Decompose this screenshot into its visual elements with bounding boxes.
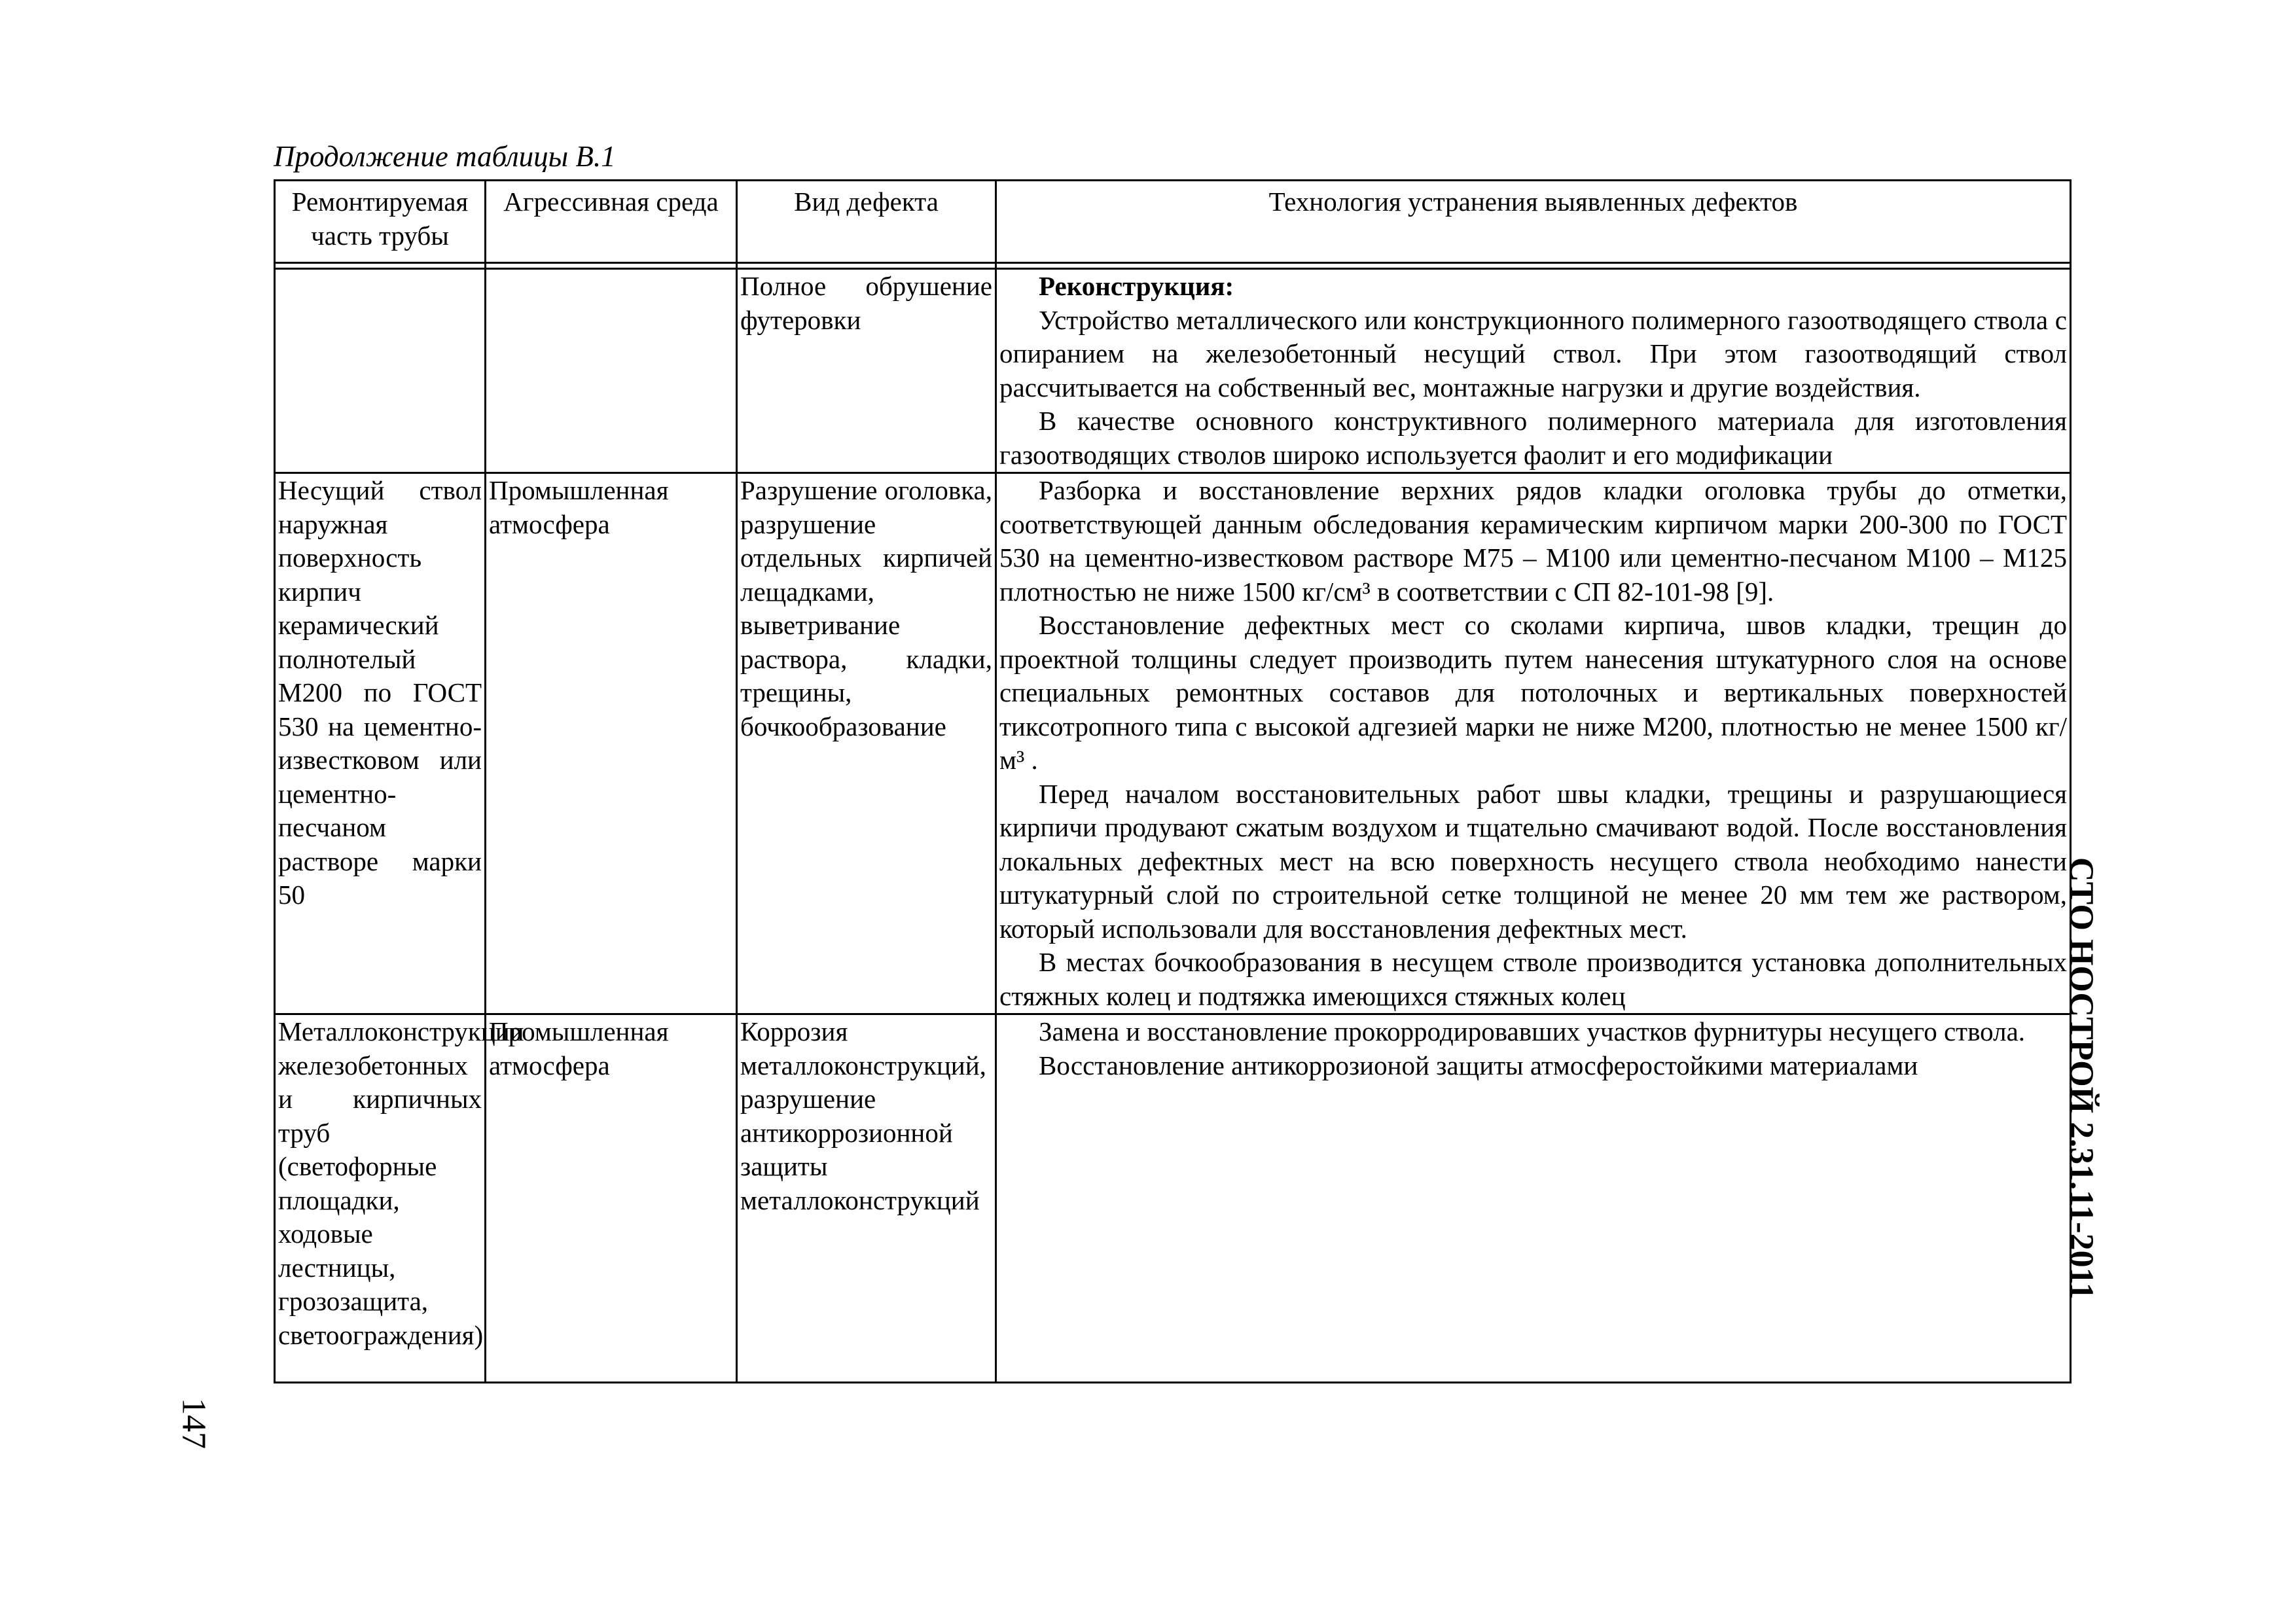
table-row: [275, 269, 2071, 473]
technology-paragraph: Устройство металлического или конструкционного полимерного газоотводящего ствола с опиранием на железобетонный несущий ствол. При этом газоотводящий ствол рассчитывается на собственный вес, монтажные нагрузки и другие воздействия.: [999, 304, 2067, 402]
cell-defect: Коррозия металлоконструкций, разрушение антикоррозионной защиты металлоконструкций: [737, 1014, 996, 1383]
cell-technology: [996, 473, 2071, 1014]
cell-environment: Промышленная атмосфера: [486, 473, 737, 1014]
cell-environment: Промышленная атмосфера: [486, 1014, 737, 1383]
technology-paragraph: В качестве основного конструктивного полимерного материала для изготовления газоотводящих стволов широко используется фаолит и его модификации: [999, 406, 2067, 470]
document-standard-title: СТО НОСТРОЙ 2.31.11-2011: [2062, 857, 2100, 1300]
cell-part: Металлоконструкции железобетонных и кирпичных труб (светофорные площадки, ходовые лестницы, грозозащита, светоограждения): [275, 1014, 486, 1383]
cell-part: Несущий ствол наружная поверхность кирпич керамический полнотелый М200 по ГОСТ 530 на цементно-известковом или цементно-песчаном растворе марки 50: [275, 473, 486, 1014]
table-header-row: [275, 181, 2071, 263]
cell-defect: Разрушение оголовка, разрушение отдельных кирпичей лещадками, выветривание раствора, кладки, трещины, бочкообразование: [737, 473, 996, 1014]
cell-environment: [486, 269, 737, 473]
technology-paragraph: Восстановление антикоррозионой защиты атмосферостойкими материалами: [1039, 1050, 1918, 1080]
header-defect-type: Вид дефекта: [737, 181, 996, 263]
header-environment: Агрессивная среда: [486, 181, 737, 263]
cell-technology: [996, 1014, 2071, 1383]
technology-paragraph: Восстановление дефектных мест со сколами кирпича, швов кладки, трещин до проектной толщины следует производить путем нанесения штукатурного слоя на основе специальных ремонтных составов для потолочных и вертикальных поверхностей тиксотропного типа с высокой адгезией марки не ниже М200, плотностью не менее 1500 кг/м³ .: [999, 610, 2067, 775]
cell-defect: Полное обрушение футеровки: [737, 269, 996, 473]
header-repaired-part: Ремонтируемая часть трубы: [275, 181, 486, 263]
reconstruction-heading: Реконструкция:: [1039, 271, 1234, 301]
header-technology: Технология устранения выявленных дефектов: [996, 181, 2071, 263]
cell-part: [275, 269, 486, 473]
defects-table: [274, 179, 2072, 1383]
table-row: [275, 473, 2071, 1014]
page-number: 147: [175, 1398, 213, 1449]
technology-paragraph: Разборка и восстановление верхних рядов кладки оголовка трубы до отметки, соответствующей данным обследования керамическим кирпичом марки 200-300 по ГОСТ 530 на цементно-известковом растворе М75 – М100 или цементно-песчаном М100 – М125 плотностью не ниже 1500 кг/см³ в соответствии с СП 82-101-98 [9].: [999, 475, 2067, 607]
technology-paragraph: В местах бочкообразования в несущем стволе производится установка дополнительных стяжных колец и подтяжка имеющихся стяжных колец: [999, 947, 2067, 1011]
table-row: [275, 1014, 2071, 1383]
technology-paragraph: Замена и восстановление прокорродировавших участков фурнитуры несущего ствола.: [1039, 1016, 2026, 1046]
header-separator: [275, 263, 2071, 269]
technology-paragraph: Перед началом восстановительных работ швы кладки, трещины и разрушающиеся кирпичи продувают сжатым воздухом и тщательно смачивают водой. После восстановления локальных дефектных мест на всю поверхность несущего ствола необходимо нанести штукатурный слой по строительной сетке толщиной не менее 20 мм тем же раствором, который использовали для восстановления дефектных мест.: [999, 778, 2067, 944]
cell-technology: [996, 269, 2071, 473]
table-caption: Продолжение таблицы В.1: [274, 140, 616, 173]
